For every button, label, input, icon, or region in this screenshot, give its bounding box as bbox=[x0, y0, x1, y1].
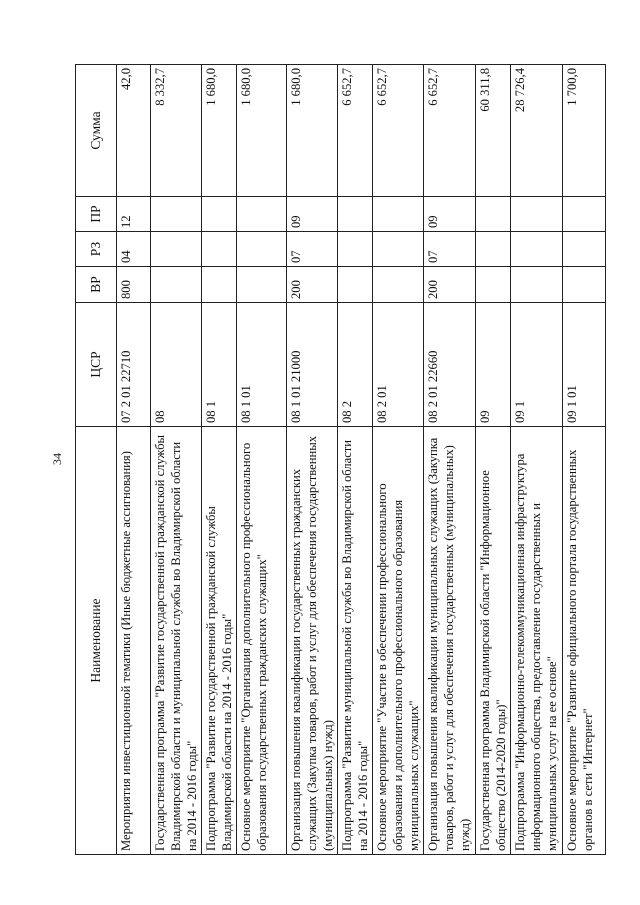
cell-pr bbox=[237, 197, 287, 232]
cell-rz bbox=[511, 232, 563, 267]
cell-pr bbox=[511, 197, 563, 232]
page-number: 34 bbox=[50, 453, 64, 465]
cell-name: Основное мероприятие "Организация дополнительного профессионального образования государственных гражданских служащих" bbox=[237, 427, 287, 855]
cell-vr bbox=[237, 267, 287, 303]
header-sum: Сумма bbox=[76, 65, 117, 197]
cell-csr: 08 1 01 bbox=[237, 303, 287, 427]
cell-vr: 800 bbox=[117, 267, 151, 303]
header-rz: РЗ bbox=[76, 232, 117, 267]
table-row bbox=[373, 65, 424, 855]
cell-sum: 1 680,0 bbox=[287, 65, 338, 197]
cell-name: Подпрограмма "Информационно-телекоммуникационная инфраструктура информационного общества, предоставление государственных и муниципальных услуг на ее основе" bbox=[511, 427, 563, 855]
cell-pr bbox=[202, 197, 237, 232]
cell-rz bbox=[202, 232, 237, 267]
cell-sum: 42,0 bbox=[117, 65, 151, 197]
header-csr: ЦСР bbox=[76, 303, 117, 427]
table-row bbox=[338, 65, 373, 855]
header-pr: ПР bbox=[76, 197, 117, 232]
cell-sum: 60 311,8 bbox=[476, 65, 511, 197]
cell-rz bbox=[151, 232, 202, 267]
cell-name: Мероприятия инвестиционной тематики (Иные бюджетные ассигнования) bbox=[117, 427, 151, 855]
cell-pr: 09 bbox=[424, 197, 476, 232]
cell-vr bbox=[338, 267, 373, 303]
cell-pr bbox=[338, 197, 373, 232]
cell-sum: 1 680,0 bbox=[237, 65, 287, 197]
cell-vr bbox=[202, 267, 237, 303]
cell-vr bbox=[151, 267, 202, 303]
cell-csr: 08 2 bbox=[338, 303, 373, 427]
cell-vr bbox=[563, 267, 606, 303]
cell-csr: 07 2 01 22710 bbox=[117, 303, 151, 427]
cell-rz: 07 bbox=[287, 232, 338, 267]
cell-name: Подпрограмма "Развитие государственной гражданской службы Владимирской области на 2014 - 2016 годы" bbox=[202, 427, 237, 855]
budget-table bbox=[75, 64, 606, 855]
cell-sum: 28 726,4 bbox=[511, 65, 563, 197]
cell-name: Подпрограмма "Развитие муниципальной службы во Владимирской области на 2014 - 2016 годы" bbox=[338, 427, 373, 855]
cell-rz bbox=[338, 232, 373, 267]
cell-name: Государственная программа "Развитие государственной гражданской службы Владимирской области и муниципальной службы во Владимирской области на 2014 - 2016 годы" bbox=[151, 427, 202, 855]
cell-vr bbox=[511, 267, 563, 303]
cell-rz: 07 bbox=[424, 232, 476, 267]
header-name: Наименование bbox=[76, 427, 117, 855]
cell-sum: 1 680,0 bbox=[202, 65, 237, 197]
cell-csr: 08 2 01 bbox=[373, 303, 424, 427]
cell-sum: 6 652,7 bbox=[424, 65, 476, 197]
table-row bbox=[476, 65, 511, 855]
cell-name: Государственная программа Владимирской области "Информационное общество (2014-2020 годы)" bbox=[476, 427, 511, 855]
table-row bbox=[117, 65, 151, 855]
cell-csr: 08 bbox=[151, 303, 202, 427]
cell-pr: 09 bbox=[287, 197, 338, 232]
cell-vr: 200 bbox=[287, 267, 338, 303]
cell-vr bbox=[476, 267, 511, 303]
cell-csr: 09 1 bbox=[511, 303, 563, 427]
table-row bbox=[563, 65, 606, 855]
cell-name: Организация повышения квалификации муниципальных служащих (Закупка товаров, работ и услуг для обеспечения государственных (муниципальных) нужд) bbox=[424, 427, 476, 855]
cell-sum: 8 332,7 bbox=[151, 65, 202, 197]
cell-sum: 1 700,0 bbox=[563, 65, 606, 197]
cell-sum: 6 652,7 bbox=[373, 65, 424, 197]
cell-name: Организация повышения квалификации государственных гражданских служащих (Закупка товаров, работ и услуг для обеспечения государственных (муниципальных) нужд) bbox=[287, 427, 338, 855]
cell-rz bbox=[563, 232, 606, 267]
table-header bbox=[76, 65, 117, 855]
cell-pr bbox=[563, 197, 606, 232]
cell-csr: 09 bbox=[476, 303, 511, 427]
cell-vr: 200 bbox=[424, 267, 476, 303]
cell-pr bbox=[373, 197, 424, 232]
cell-rz bbox=[373, 232, 424, 267]
header-vr: ВР bbox=[76, 267, 117, 303]
cell-rz bbox=[476, 232, 511, 267]
cell-name: Основное мероприятие "Развитие официального портала государственных органов в сети "Интернет" bbox=[563, 427, 606, 855]
table-row bbox=[202, 65, 237, 855]
cell-pr bbox=[151, 197, 202, 232]
table-row bbox=[237, 65, 287, 855]
cell-name: Основное мероприятие "Участие в обеспечении профессионального образования и дополнительного профессионального образования муниципальных служащих" bbox=[373, 427, 424, 855]
cell-sum: 6 652,7 bbox=[338, 65, 373, 197]
table-row bbox=[424, 65, 476, 855]
cell-csr: 09 1 01 bbox=[563, 303, 606, 427]
cell-csr: 08 2 01 22660 bbox=[424, 303, 476, 427]
cell-rz: 04 bbox=[117, 232, 151, 267]
cell-vr bbox=[373, 267, 424, 303]
cell-csr: 08 1 01 21000 bbox=[287, 303, 338, 427]
cell-csr: 08 1 bbox=[202, 303, 237, 427]
table-row bbox=[287, 65, 338, 855]
table-row bbox=[151, 65, 202, 855]
table-row bbox=[511, 65, 563, 855]
cell-rz bbox=[237, 232, 287, 267]
cell-pr: 12 bbox=[117, 197, 151, 232]
cell-pr bbox=[476, 197, 511, 232]
